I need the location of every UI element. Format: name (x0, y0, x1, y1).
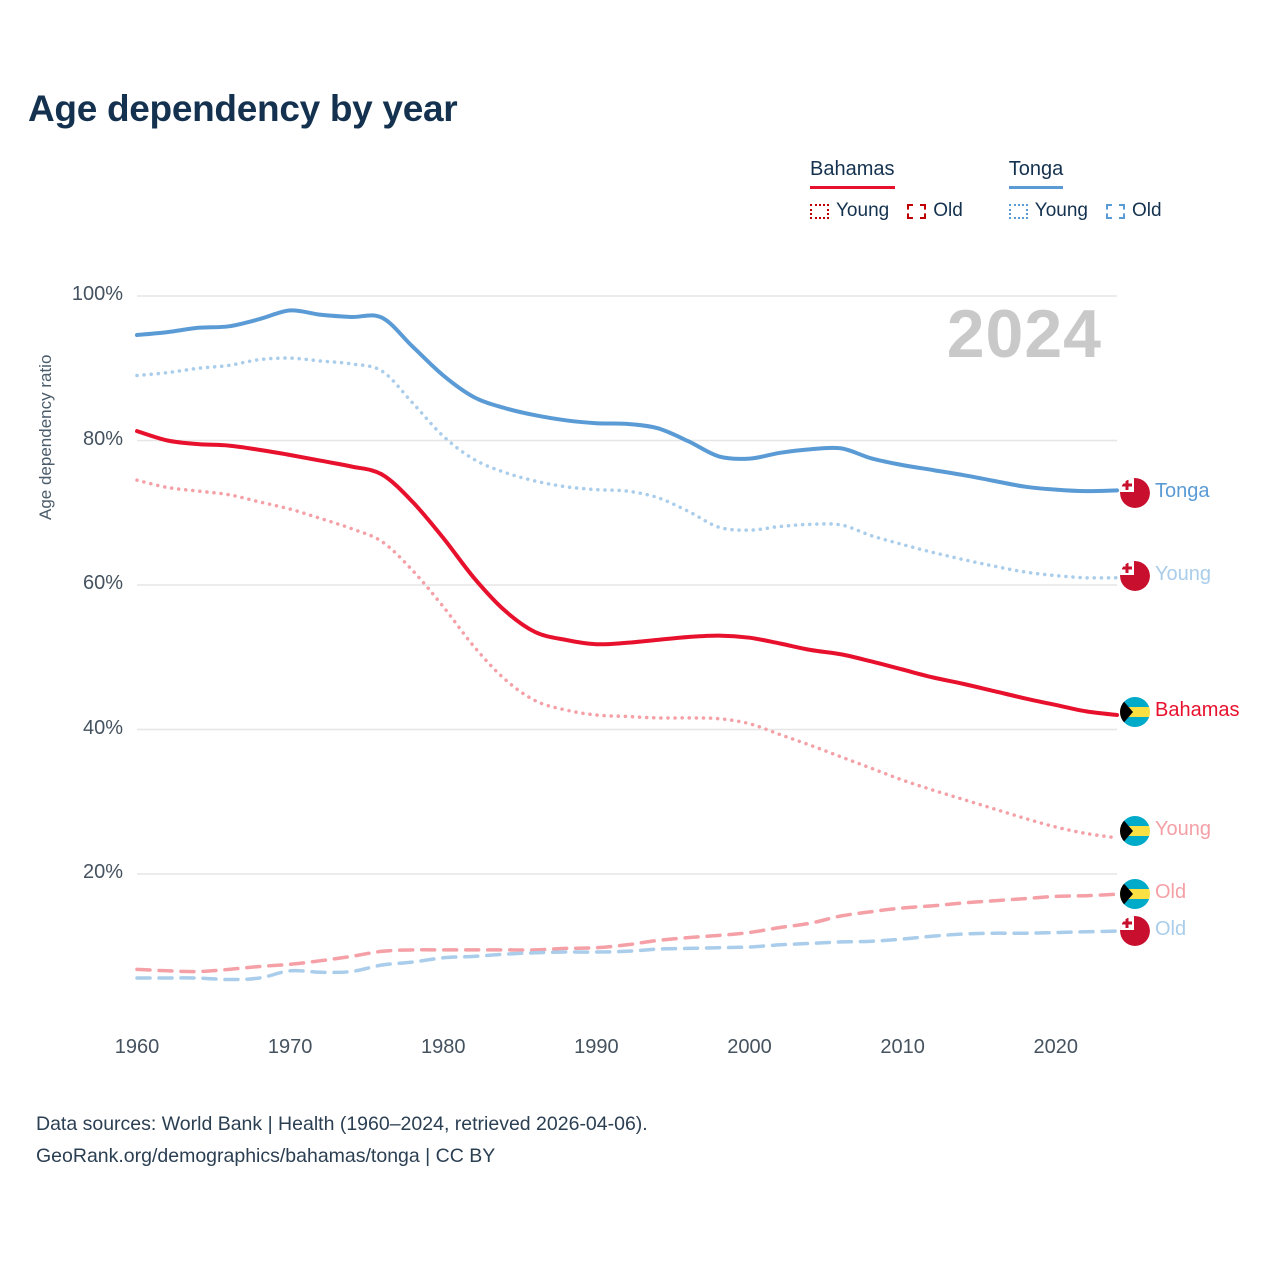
y-tick-label: 40% (82, 716, 123, 739)
series-line (137, 431, 1117, 715)
y-tick-label: 80% (82, 427, 123, 450)
series-end-label: Tonga (1155, 480, 1210, 502)
flag-icon-bahamas (1120, 697, 1150, 727)
flag-icon-tonga (1120, 478, 1150, 508)
year-watermark: 2024 (946, 296, 1102, 372)
x-tick-label: 2010 (880, 1036, 925, 1058)
series-line (137, 931, 1117, 979)
footer-line-1: Data sources: World Bank | Health (1960–2024, retrieved 2026-04-06). (36, 1113, 648, 1135)
series-end-label: Old (1155, 881, 1187, 903)
legend-label: Old (933, 200, 963, 221)
x-tick-label: 2020 (1033, 1036, 1078, 1058)
x-tick-label: 1960 (114, 1036, 160, 1058)
series-end-label: Bahamas (1155, 699, 1240, 721)
legend-label: Young (1034, 200, 1088, 221)
series-line (137, 310, 1117, 491)
series-end-label: Young (1155, 818, 1211, 840)
flag-icon-bahamas (1120, 879, 1150, 909)
x-tick-label: 2000 (727, 1036, 772, 1058)
y-tick-label: 20% (82, 861, 123, 883)
series-end-label: Young (1155, 563, 1211, 585)
series-line (137, 480, 1117, 838)
legend-label: Old (1131, 200, 1162, 221)
x-tick-label: 1990 (574, 1036, 619, 1058)
x-tick-label: 1980 (421, 1036, 466, 1058)
y-tick-label: 100% (71, 283, 123, 305)
flag-icon-bahamas (1120, 816, 1150, 846)
footer-line-2: GeoRank.org/demographics/bahamas/tonga | CC BY (36, 1145, 496, 1168)
flag-icon-tonga (1120, 561, 1150, 591)
series-end-label: Old (1155, 918, 1187, 940)
y-axis-title: Age dependency ratio (36, 354, 55, 520)
legend-country-tonga: Tonga (1009, 158, 1064, 189)
flag-icon-tonga (1120, 916, 1150, 946)
footer-credits (36, 1108, 648, 1172)
y-tick-label: 60% (82, 572, 123, 594)
legend-country-bahamas: Bahamas (810, 158, 895, 189)
page-title: Age dependency by year (28, 88, 458, 129)
x-tick-label: 1970 (267, 1036, 313, 1058)
series-line (137, 358, 1117, 578)
legend-label: Young (836, 200, 890, 221)
